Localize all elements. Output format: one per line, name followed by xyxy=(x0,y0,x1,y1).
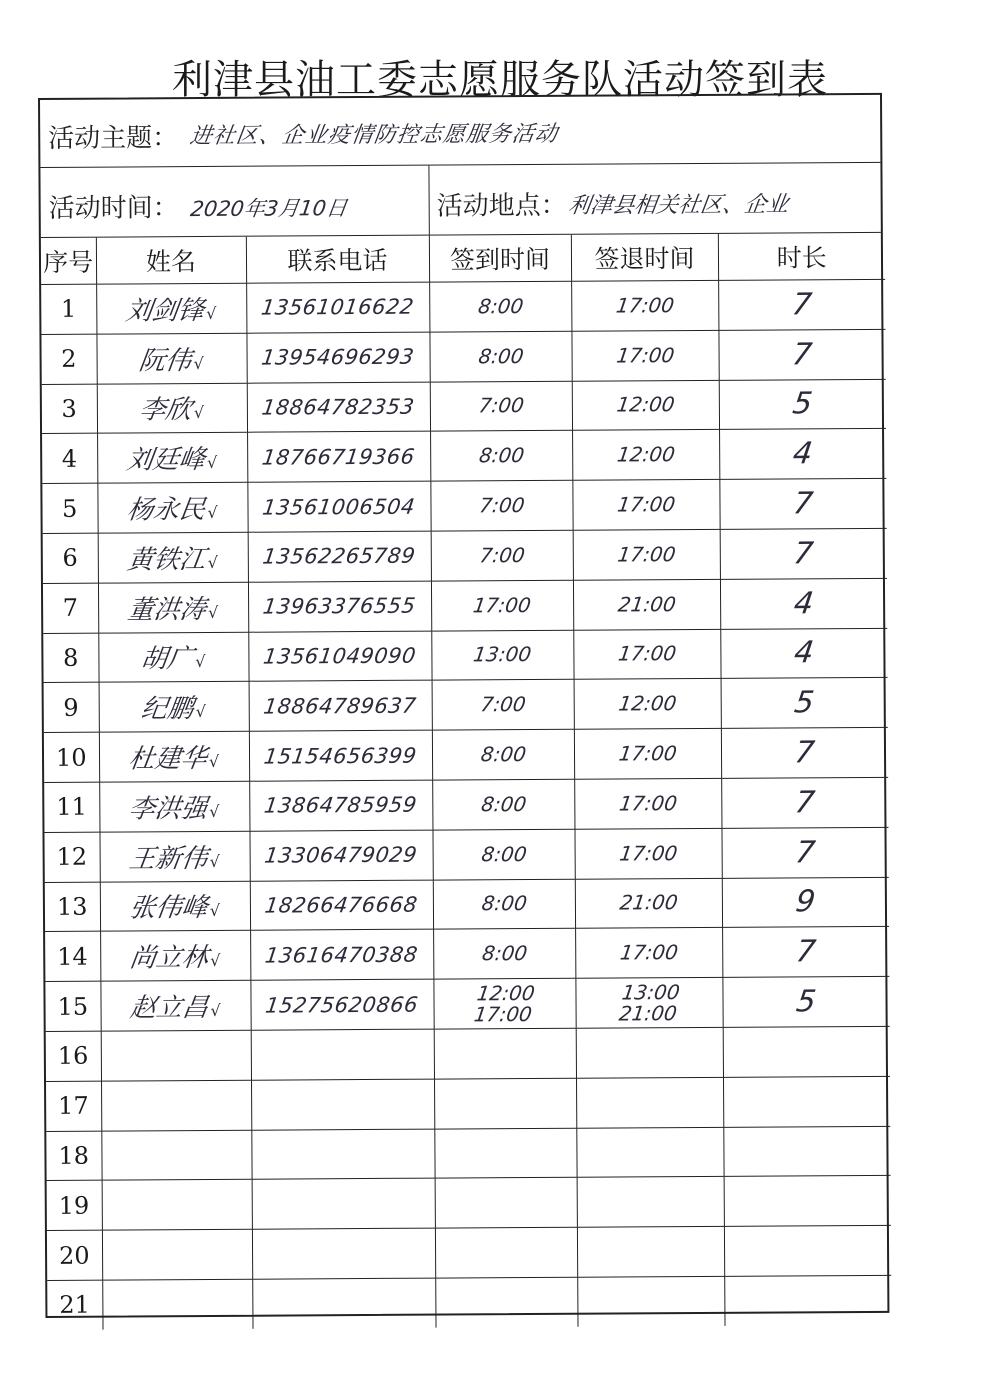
table-row xyxy=(42,429,886,484)
row-number: 3 xyxy=(42,384,97,434)
duration-hours-text: 7 xyxy=(790,336,815,373)
volunteer-name xyxy=(96,333,246,384)
row-number: 14 xyxy=(45,931,100,981)
phone-number xyxy=(246,332,429,383)
column-header-seq: 序号 xyxy=(41,238,96,285)
check-mark-icon: √ xyxy=(207,552,219,572)
sign-out-time-text: 17:00 xyxy=(617,790,679,816)
duration-hours xyxy=(724,1225,891,1276)
table-row xyxy=(44,827,888,882)
volunteer-name xyxy=(99,781,249,832)
volunteer-name-text: 王新伟 xyxy=(127,843,210,875)
table-row xyxy=(43,578,887,633)
sign-out-time-text: 21:00 xyxy=(616,591,678,617)
check-mark-icon: √ xyxy=(195,702,206,722)
sign-in-time xyxy=(431,630,573,681)
row-number: 16 xyxy=(46,1031,101,1081)
volunteer-name xyxy=(99,731,249,782)
row-number: 21 xyxy=(47,1280,102,1330)
sign-out-time xyxy=(572,380,719,431)
check-mark-icon: √ xyxy=(210,951,221,971)
sign-in-time xyxy=(434,1028,576,1079)
sign-in-time-text: 17:00 xyxy=(471,592,533,618)
table-row xyxy=(41,279,885,334)
duration-hours xyxy=(720,578,887,629)
sign-in-time xyxy=(429,331,571,382)
sign-in-time xyxy=(429,281,571,332)
duration-hours xyxy=(721,727,888,778)
check-mark-icon: √ xyxy=(210,1000,221,1021)
volunteer-name-text: 赵立昌 xyxy=(128,993,211,1024)
duration-hours-text: 7 xyxy=(790,287,814,323)
sign-in-time xyxy=(434,1128,576,1179)
volunteer-name-text: 纪鹏 xyxy=(139,694,196,725)
sign-out-time xyxy=(574,679,721,730)
sign-out-time-text: 21:00 xyxy=(618,890,679,915)
sign-in-time xyxy=(433,978,575,1029)
sign-out-time xyxy=(573,529,720,580)
duration-hours xyxy=(718,329,885,380)
sign-out-time-text: 17:00 xyxy=(614,293,676,318)
sign-out-time xyxy=(571,330,718,381)
duration-hours xyxy=(723,1026,890,1077)
row-number: 8 xyxy=(43,633,98,683)
sign-in-time xyxy=(430,431,572,482)
sign-out-time xyxy=(573,579,720,630)
volunteer-name xyxy=(98,632,248,683)
phone-number xyxy=(252,1228,435,1279)
phone-number-text: 13954696293 xyxy=(260,344,416,370)
column-header-sign-out: 签退时间 xyxy=(571,234,718,281)
attendance-table xyxy=(41,233,892,1330)
table-row xyxy=(42,479,886,534)
sign-in-time-text: 8:00 xyxy=(479,841,528,866)
check-mark-icon: √ xyxy=(193,403,205,423)
phone-number xyxy=(246,282,429,333)
duration-hours-text: 5 xyxy=(794,984,819,1020)
table-row xyxy=(46,1076,890,1131)
table-row xyxy=(47,1275,891,1329)
phone-number xyxy=(252,1178,435,1229)
sign-out-time xyxy=(573,629,720,680)
volunteer-name xyxy=(101,1030,251,1081)
sign-out-time xyxy=(574,778,721,829)
table-row xyxy=(41,329,885,384)
phone-number-text: 15275620866 xyxy=(264,992,420,1018)
volunteer-name-text: 黄铁江 xyxy=(125,544,208,576)
phone-number xyxy=(249,780,432,831)
row-number: 13 xyxy=(45,882,100,932)
volunteer-name-text: 阮伟 xyxy=(137,345,194,377)
sign-in-time xyxy=(435,1227,577,1278)
check-mark-icon: √ xyxy=(193,353,204,373)
phone-number xyxy=(249,830,432,881)
phone-number xyxy=(251,1079,434,1130)
phone-number-text: 13561006504 xyxy=(261,494,417,520)
volunteer-name-text: 董洪涛 xyxy=(125,594,208,626)
volunteer-name xyxy=(97,482,247,533)
sign-out-time xyxy=(576,1127,723,1178)
table-row xyxy=(44,727,888,782)
sign-in-time xyxy=(430,381,572,432)
sign-out-time xyxy=(574,729,721,780)
phone-number xyxy=(248,581,431,632)
duration-hours-text: 5 xyxy=(792,685,817,721)
sign-out-time xyxy=(575,878,722,929)
volunteer-name xyxy=(100,881,250,932)
sign-in-time-text: 7:00 xyxy=(477,542,526,568)
sign-out-time-text: 13:00 21:00 xyxy=(617,979,681,1026)
table-row xyxy=(45,877,889,932)
row-number: 17 xyxy=(46,1081,101,1131)
table-row xyxy=(42,379,886,434)
column-header-sign-in: 签到时间 xyxy=(429,235,571,282)
row-number: 10 xyxy=(44,732,99,782)
check-mark-icon: √ xyxy=(207,453,218,473)
duration-hours xyxy=(722,976,889,1027)
info-divider xyxy=(428,166,429,235)
activity-place-label: 活动地点： xyxy=(436,190,567,222)
duration-hours xyxy=(719,379,886,430)
duration-hours-text: 7 xyxy=(794,934,818,970)
column-header-duration: 时长 xyxy=(718,233,885,281)
phone-number xyxy=(247,382,430,433)
phone-number xyxy=(248,531,431,582)
volunteer-name xyxy=(98,532,248,583)
row-number: 7 xyxy=(43,583,98,633)
duration-hours xyxy=(723,1076,890,1127)
check-mark-icon: √ xyxy=(209,851,220,871)
sign-in-time xyxy=(435,1277,577,1327)
volunteer-name xyxy=(101,1130,251,1181)
activity-theme-label: 活动主题： xyxy=(48,123,179,154)
duration-hours xyxy=(721,777,888,828)
column-header-name: 姓名 xyxy=(96,237,246,284)
duration-hours xyxy=(722,927,889,978)
volunteer-name-text: 刘廷峰 xyxy=(124,445,207,476)
volunteer-name xyxy=(97,433,247,484)
sign-out-time-text: 17:00 xyxy=(615,541,677,567)
row-number: 1 xyxy=(41,284,96,334)
phone-number xyxy=(250,880,433,931)
column-header-phone: 联系电话 xyxy=(246,236,429,284)
duration-hours-text: 7 xyxy=(791,536,816,572)
phone-number xyxy=(250,979,433,1030)
sign-out-time-text: 12:00 xyxy=(615,392,676,417)
duration-hours-text: 7 xyxy=(793,834,818,871)
volunteer-name xyxy=(96,283,246,334)
check-mark-icon: √ xyxy=(195,652,206,672)
row-number: 2 xyxy=(41,334,96,384)
phone-number xyxy=(249,680,432,731)
sign-out-time-text: 17:00 xyxy=(617,840,679,866)
table-row xyxy=(45,927,889,982)
row-number: 11 xyxy=(44,782,99,832)
row-number: 20 xyxy=(47,1230,102,1280)
phone-number-text: 13963376555 xyxy=(261,593,418,619)
sign-in-time-text: 7:00 xyxy=(477,493,526,518)
row-number: 19 xyxy=(47,1180,102,1230)
volunteer-name xyxy=(98,582,248,633)
sign-out-time xyxy=(575,977,722,1028)
volunteer-name xyxy=(102,1229,252,1280)
phone-number-text: 18266476668 xyxy=(263,892,420,918)
sign-out-time-text: 12:00 xyxy=(616,691,678,716)
duration-hours-text: 9 xyxy=(793,884,818,920)
sign-in-time xyxy=(432,829,574,880)
sign-in-time xyxy=(433,879,575,930)
table-row xyxy=(43,628,887,683)
phone-number xyxy=(251,1129,434,1180)
sign-in-time xyxy=(432,680,574,731)
duration-hours xyxy=(722,877,889,928)
volunteer-name xyxy=(100,980,250,1031)
sign-in-time-text: 7:00 xyxy=(476,393,526,418)
duration-hours xyxy=(718,279,885,330)
duration-hours xyxy=(724,1176,891,1227)
duration-hours-text: 4 xyxy=(791,436,815,472)
duration-hours xyxy=(720,628,887,679)
table-row xyxy=(46,1026,890,1081)
phone-number xyxy=(249,730,432,781)
sign-out-time xyxy=(577,1177,724,1228)
table-row xyxy=(44,678,888,733)
volunteer-name xyxy=(102,1279,252,1329)
sign-in-time-text: 8:00 xyxy=(477,443,526,468)
sign-out-time xyxy=(576,1027,723,1078)
sign-out-time xyxy=(572,480,719,531)
sign-in-time xyxy=(431,530,573,581)
row-number: 4 xyxy=(42,434,97,484)
duration-hours xyxy=(719,429,886,480)
sign-in-time-text: 8:00 xyxy=(480,941,529,966)
row-number: 5 xyxy=(42,483,97,533)
volunteer-name xyxy=(97,383,247,434)
sign-in-time xyxy=(431,580,573,631)
sign-out-time xyxy=(577,1276,724,1326)
sign-in-time-text: 7:00 xyxy=(478,692,527,717)
phone-number xyxy=(247,481,430,532)
activity-time-value: 2020年3月10日 xyxy=(188,196,349,222)
sign-in-time xyxy=(435,1178,577,1229)
check-mark-icon: √ xyxy=(209,801,220,821)
duration-hours xyxy=(721,678,888,729)
row-number: 15 xyxy=(45,981,100,1031)
form-title: 利津县油工委志愿服务队活动签到表 xyxy=(172,57,828,103)
volunteer-name-text: 胡广 xyxy=(138,644,196,675)
sign-in-time xyxy=(430,480,572,531)
duration-hours-text: 7 xyxy=(792,735,817,771)
volunteer-name xyxy=(99,682,249,733)
phone-number xyxy=(250,929,433,980)
check-mark-icon: √ xyxy=(206,303,217,323)
table-header-row xyxy=(41,233,885,285)
phone-number xyxy=(252,1278,435,1328)
sign-in-time-text: 8:00 xyxy=(476,343,525,369)
sign-out-time-text: 12:00 xyxy=(615,442,677,467)
volunteer-name-text: 杨永民 xyxy=(125,495,208,526)
phone-number-text: 13561016622 xyxy=(259,295,416,321)
table-row xyxy=(44,777,888,832)
duration-hours-text: 4 xyxy=(792,635,817,671)
table-body xyxy=(41,279,891,1329)
sign-out-time-text: 17:00 xyxy=(614,342,676,368)
sign-in-time xyxy=(434,1078,576,1129)
table-row xyxy=(46,1126,890,1181)
duration-hours-text: 4 xyxy=(791,585,816,622)
sign-in-sheet xyxy=(38,93,889,1318)
volunteer-name xyxy=(99,831,249,882)
row-number: 12 xyxy=(44,832,99,882)
sign-out-time xyxy=(572,430,719,481)
activity-theme-value: 进社区、企业疫情防控志愿服务活动 xyxy=(188,121,560,150)
sign-in-time-text: 13:00 xyxy=(472,642,533,667)
sign-out-time xyxy=(575,928,722,979)
phone-number xyxy=(251,1029,434,1080)
table-row xyxy=(47,1176,891,1231)
phone-number-text: 18864789637 xyxy=(262,693,419,719)
check-mark-icon: √ xyxy=(209,901,221,921)
volunteer-name-text: 张伟峰 xyxy=(127,893,210,924)
row-number: 9 xyxy=(44,683,99,733)
volunteer-name-text: 杜建华 xyxy=(126,744,209,775)
check-mark-icon: √ xyxy=(207,502,218,523)
volunteer-name-text: 李洪强 xyxy=(126,793,209,825)
check-mark-icon: √ xyxy=(207,602,219,622)
sign-in-time-text: 12:00 17:00 xyxy=(472,980,537,1026)
sign-in-time-text: 8:00 xyxy=(479,742,528,767)
duration-hours xyxy=(723,1126,890,1177)
sign-out-time-text: 17:00 xyxy=(616,641,678,666)
check-mark-icon: √ xyxy=(208,751,220,772)
activity-place-value: 利津县相关社区、企业 xyxy=(566,192,791,219)
row-number: 18 xyxy=(46,1131,101,1181)
duration-hours xyxy=(724,1275,891,1325)
activity-time-place-row xyxy=(40,163,880,238)
sign-in-time xyxy=(432,779,574,830)
sign-out-time xyxy=(576,1077,723,1128)
duration-hours xyxy=(719,479,886,530)
volunteer-name xyxy=(100,931,250,982)
phone-number-text: 13561049090 xyxy=(262,643,418,669)
table-row xyxy=(43,528,887,583)
activity-theme-row xyxy=(40,95,880,168)
volunteer-name-text: 尚立林 xyxy=(127,943,210,974)
duration-hours-text: 5 xyxy=(790,386,815,422)
sign-out-time xyxy=(571,280,718,331)
sign-in-time xyxy=(433,929,575,980)
sign-in-time-text: 8:00 xyxy=(479,791,528,817)
activity-time-label: 活动时间： xyxy=(48,193,179,224)
sign-out-time xyxy=(574,828,721,879)
duration-hours-text: 7 xyxy=(793,785,817,821)
volunteer-name-text: 李欣 xyxy=(137,395,194,426)
phone-number-text: 13562265789 xyxy=(261,544,418,570)
volunteer-name-text: 刘剑锋 xyxy=(123,295,206,327)
sign-out-time-text: 17:00 xyxy=(618,940,680,965)
phone-number-text: 13616470388 xyxy=(263,942,420,968)
volunteer-name xyxy=(101,1080,251,1131)
duration-hours xyxy=(721,827,888,878)
sign-out-time xyxy=(577,1226,724,1277)
phone-number xyxy=(248,631,431,682)
phone-number xyxy=(247,432,430,483)
phone-number-text: 18864782353 xyxy=(260,394,417,420)
row-number: 6 xyxy=(43,533,98,583)
phone-number-text: 13864785959 xyxy=(262,793,419,818)
phone-number-text: 13306479029 xyxy=(263,842,419,868)
sign-in-time xyxy=(432,729,574,780)
sign-out-time-text: 17:00 xyxy=(615,492,677,517)
volunteer-name xyxy=(102,1180,252,1231)
phone-number-text: 15154656399 xyxy=(262,743,419,769)
phone-number-text: 18766719366 xyxy=(260,444,417,470)
sign-in-time-text: 8:00 xyxy=(476,293,525,319)
table-row xyxy=(45,976,889,1031)
sign-in-time-text: 8:00 xyxy=(479,891,529,916)
duration-hours-text: 7 xyxy=(791,486,816,522)
sign-out-time-text: 17:00 xyxy=(617,741,679,766)
table-row xyxy=(47,1225,891,1280)
duration-hours xyxy=(720,528,887,579)
